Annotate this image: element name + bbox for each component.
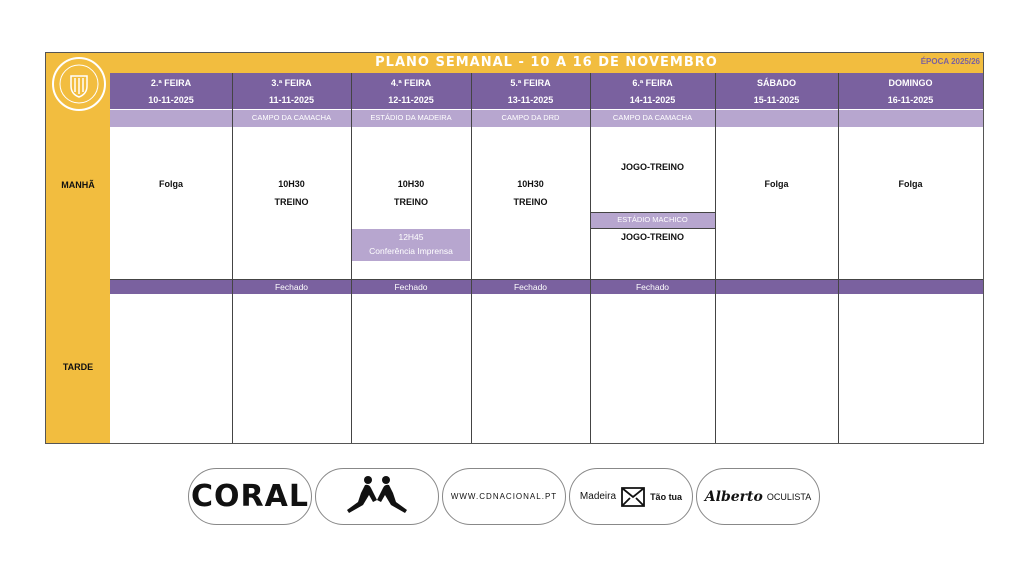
day-name: DOMINGO [888,78,933,88]
day-date: 10-11-2025 [148,95,194,105]
day-date: 13-11-2025 [507,95,554,105]
sponsor-madeira[interactable]: Madeira Tão tua [569,468,693,525]
afternoon-status: Fechado [635,282,670,292]
sat-morning: Folga [764,179,789,189]
afternoon-label: TARDE [62,362,94,372]
day-name: 5.ª FEIRA [510,78,551,88]
day-date: 11-11-2025 [268,95,315,105]
day-name: 2.ª FEIRA [150,78,192,88]
mon-morning: Folga [159,179,183,189]
column-divider [590,73,591,443]
season-label: ÉPOCA 2025/26 [920,57,980,66]
wed-extra-activity: Conferência Imprensa [369,246,453,256]
club-logo [52,57,106,111]
day-name: SÁBADO [756,78,796,88]
tue-activity: TREINO [274,197,309,207]
kappa-logo-icon [332,474,422,520]
fri-location-2: ESTÁDIO MACHICO [617,215,688,224]
madeira-logo-icon [620,485,646,509]
day-location: CAMPO DA DRD [501,113,560,122]
day-location: CAMPO DA CAMACHA [251,113,332,122]
column-divider [471,73,472,443]
fri-activity-2: JOGO-TREINO [620,232,684,242]
day-name: 4.ª FEIRA [390,78,432,88]
sponsor-website[interactable]: WWW.CDNACIONAL.PT [442,468,566,525]
afternoon-status: Fechado [274,282,309,292]
morning-label: MANHÃ [61,180,95,190]
afternoon-status: Fechado [394,282,428,292]
thu-time: 10H30 [517,179,544,189]
day-name: 3.ª FEIRA [271,78,312,88]
day-name: 6.ª FEIRA [632,78,673,88]
day-location: CAMPO DA CAMACHA [612,113,693,122]
sun-morning: Folga [898,179,923,189]
day-date: 15-11-2025 [753,95,800,105]
page-title: PLANO SEMANAL - 10 A 16 DE NOVEMBRO [375,55,718,70]
column-divider [838,73,839,443]
column-divider [232,73,233,443]
afternoon-status: Fechado [513,282,548,292]
club-crest-icon [54,59,104,109]
thu-activity: TREINO [513,197,548,207]
fri-activity-1: JOGO-TREINO [620,162,684,172]
day-date: 14-11-2025 [629,95,676,105]
wed-activity: TREINO [393,197,428,207]
sponsor-alberto-oculista[interactable]: Alberto OCULISTA [696,468,820,525]
sponsor-kappa[interactable] [315,468,439,525]
day-date: 16-11-2025 [887,95,934,105]
wed-time: 10H30 [397,179,425,189]
tue-time: 10H30 [278,179,305,189]
wed-extra-time: 12H45 [398,232,424,242]
day-location: ESTÁDIO DA MADEIRA [370,113,452,122]
column-divider [715,73,716,443]
day-date: 12-11-2025 [388,95,434,105]
sponsor-coral[interactable]: CORAL [188,468,312,525]
